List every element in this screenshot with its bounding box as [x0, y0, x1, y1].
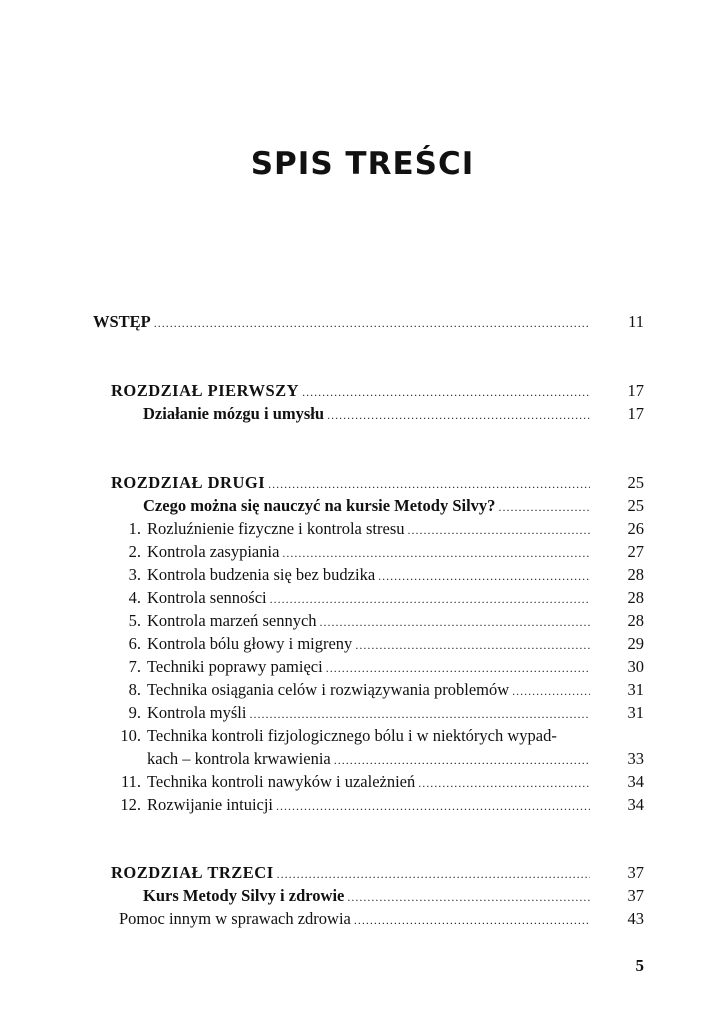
toc-page-number: 34 — [627, 795, 644, 814]
toc-entry-chapter-3-subtitle[interactable] — [143, 884, 590, 908]
leader-dots — [320, 610, 590, 633]
leader-dots — [498, 495, 590, 518]
item-number: 1. — [128, 519, 141, 538]
leader-dots — [378, 564, 590, 587]
leader-dots — [347, 885, 590, 908]
toc-item-3[interactable] — [118, 563, 590, 587]
toc-page-number: 31 — [627, 703, 644, 722]
toc-page-number: 28 — [627, 611, 644, 630]
toc-page-number: 33 — [627, 749, 644, 768]
toc-page-number: 43 — [627, 909, 644, 928]
toc-item-7[interactable] — [118, 655, 590, 679]
toc-page-number: 25 — [627, 473, 644, 492]
toc-label: Czego można się nauczyć na kursie Metody Silvy? — [143, 496, 496, 515]
item-number: 3. — [128, 565, 141, 584]
toc-label: Kontrola budzenia się bez budzika — [147, 565, 376, 584]
item-number: 6. — [128, 634, 141, 653]
item-number: 5. — [128, 611, 141, 630]
item-number: 4. — [128, 588, 141, 607]
toc-page-number: 17 — [627, 404, 644, 423]
toc-page-number: 17 — [627, 381, 644, 400]
toc-item-8[interactable] — [118, 678, 590, 702]
toc-item-6[interactable] — [118, 632, 590, 656]
toc-page-number: 25 — [627, 496, 644, 515]
leader-dots — [326, 656, 590, 679]
toc-label: ROZDZIAŁ DRUGI — [111, 473, 266, 492]
toc-label: WSTĘP — [93, 312, 151, 331]
toc-item-12[interactable] — [118, 793, 590, 817]
leader-dots — [512, 679, 590, 702]
toc-entry-chapter-1[interactable] — [111, 379, 590, 403]
toc-page-number: 31 — [627, 680, 644, 699]
leader-dots — [354, 908, 590, 931]
toc-page-number: 30 — [627, 657, 644, 676]
item-number: 10. — [120, 726, 141, 745]
page-folio-number: 5 — [635, 956, 644, 975]
toc-item-9[interactable] — [118, 701, 590, 725]
leader-dots — [327, 403, 590, 426]
toc-label: Technika kontroli nawyków i uzależnień — [147, 772, 416, 791]
toc-label: Kontrola marzeń sennych — [147, 611, 317, 630]
toc-entry-chapter-2[interactable] — [111, 471, 590, 495]
leader-dots — [249, 702, 590, 725]
toc-label: Kurs Metody Silvy i zdrowie — [143, 886, 345, 905]
toc-label: Rozluźnienie fizyczne i kontrola stresu — [147, 519, 405, 538]
leader-dots — [276, 794, 590, 817]
item-number: 2. — [128, 542, 141, 561]
toc-label: Kontrola zasypiania — [147, 542, 280, 561]
leader-dots — [334, 748, 590, 771]
toc-label: Działanie mózgu i umysłu — [143, 404, 325, 423]
item-number: 11. — [120, 772, 141, 791]
toc-item-10-continuation[interactable] — [147, 747, 590, 771]
toc-item-2[interactable] — [118, 540, 590, 564]
leader-dots — [408, 518, 591, 541]
toc-label: ROZDZIAŁ TRZECI — [111, 863, 274, 882]
toc-label: Kontrola bólu głowy i migreny — [147, 634, 353, 653]
toc-item-11[interactable] — [118, 770, 590, 794]
leader-dots — [268, 472, 590, 495]
toc-label-continuation: kach – kontrola krwawienia — [147, 749, 331, 768]
toc-label: ROZDZIAŁ PIERWSZY — [111, 381, 300, 400]
toc-page-number: 11 — [628, 312, 644, 331]
toc-item-1[interactable] — [118, 517, 590, 541]
item-number: 9. — [128, 703, 141, 722]
toc-entry-chapter-2-subtitle[interactable] — [143, 494, 590, 518]
item-number: 8. — [128, 680, 141, 699]
leader-dots — [154, 311, 590, 334]
leader-dots — [302, 380, 590, 403]
leader-dots — [418, 771, 590, 794]
toc-page-number: 28 — [627, 565, 644, 584]
toc-item-4[interactable] — [118, 586, 590, 610]
toc-label: Rozwijanie intuicji — [147, 795, 274, 814]
toc-item-5[interactable] — [118, 609, 590, 633]
toc-page-number: 37 — [627, 863, 644, 882]
page-title: SPIS TREŚCI — [250, 146, 475, 182]
toc-label: Pomoc innym w sprawach zdrowia — [119, 909, 351, 928]
toc-label: Kontrola senności — [147, 588, 267, 607]
toc-entry-chapter-3[interactable] — [111, 861, 590, 885]
toc-label: Technika kontroli fizjologicznego bólu i w niektórych wypad- — [147, 726, 557, 745]
leader-dots — [270, 587, 590, 610]
leader-dots — [277, 862, 590, 885]
toc-page-number: 28 — [627, 588, 644, 607]
toc-label: Kontrola myśli — [147, 703, 247, 722]
toc-page-number: 37 — [627, 886, 644, 905]
toc-page-number: 26 — [627, 519, 644, 538]
toc-page-number: 29 — [627, 634, 644, 653]
toc-label: Technika osiągania celów i rozwiązywania problemów — [147, 680, 510, 699]
item-number: 7. — [128, 657, 141, 676]
toc-entry-wstep[interactable] — [93, 310, 590, 334]
leader-dots — [282, 541, 590, 564]
toc-item-10[interactable] — [118, 724, 600, 748]
toc-page-number: 34 — [627, 772, 644, 791]
item-number: 12. — [120, 795, 141, 814]
leader-dots — [355, 633, 590, 656]
toc-entry-section[interactable] — [119, 907, 590, 931]
toc-label: Techniki poprawy pamięci — [147, 657, 323, 676]
toc-entry-chapter-1-subtitle[interactable] — [143, 402, 590, 426]
toc-page-number: 27 — [627, 542, 644, 561]
